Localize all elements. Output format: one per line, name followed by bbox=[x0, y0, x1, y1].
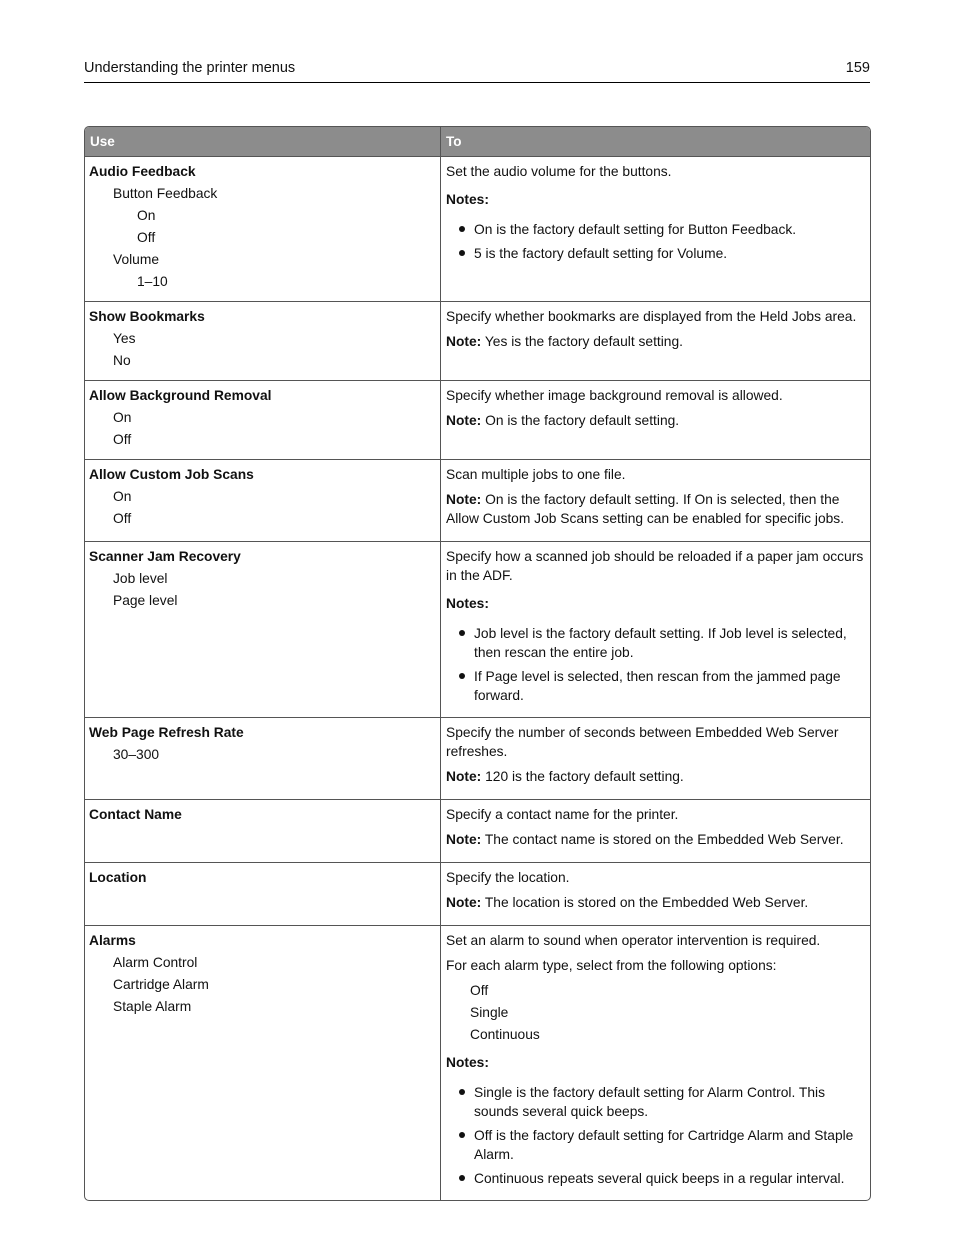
description-text: Set an alarm to sound when operator intervention is required. bbox=[446, 933, 821, 948]
note bbox=[446, 767, 866, 786]
menu-option: Yes bbox=[113, 331, 136, 346]
description-cell bbox=[441, 302, 870, 380]
use-cell bbox=[85, 302, 441, 380]
menu-item-title: Allow Custom Job Scans bbox=[89, 467, 254, 482]
menu-item-title: Location bbox=[89, 870, 147, 885]
menu-item-title: Alarms bbox=[89, 933, 136, 948]
menu-option: On bbox=[113, 410, 132, 425]
description-text: Specify a contact name for the printer. bbox=[446, 807, 679, 822]
note bbox=[446, 893, 866, 912]
alarm-option: Continuous bbox=[470, 1027, 540, 1042]
description-text: Specify the number of seconds between Embedded Web Server refreshes. bbox=[446, 725, 839, 759]
use-cell bbox=[85, 542, 441, 717]
description-text: Specify the location. bbox=[446, 870, 570, 885]
menu-option: Button Feedback bbox=[113, 186, 218, 201]
notes-heading: Notes: bbox=[446, 1055, 489, 1070]
description-cell bbox=[441, 863, 870, 925]
list-item: Off is the factory default setting for Cartridge Alarm and Staple Alarm. bbox=[446, 1126, 866, 1164]
menu-table bbox=[84, 126, 871, 1201]
table-row bbox=[85, 301, 870, 380]
list-item: Job level is the factory default setting. If Job level is selected, then rescan the entire job. bbox=[446, 624, 866, 662]
table-header bbox=[85, 127, 870, 157]
alarm-option: Off bbox=[470, 983, 489, 998]
page-header bbox=[84, 60, 870, 83]
description-text: Specify whether image background removal is allowed. bbox=[446, 388, 783, 403]
list-item: Single is the factory default setting for Alarm Control. This sounds several quick beeps. bbox=[446, 1083, 866, 1121]
use-cell bbox=[85, 863, 441, 925]
menu-item-title: Contact Name bbox=[89, 807, 182, 822]
use-cell bbox=[85, 460, 441, 541]
note-label: Note: bbox=[446, 334, 482, 349]
menu-option: Staple Alarm bbox=[113, 999, 192, 1014]
description-text: Scan multiple jobs to one file. bbox=[446, 467, 626, 482]
page-number: 159 bbox=[845, 60, 870, 76]
table-row bbox=[85, 862, 870, 925]
menu-option: Job level bbox=[113, 571, 168, 586]
note-text: 120 is the factory default setting. bbox=[485, 769, 684, 784]
menu-option: Cartridge Alarm bbox=[113, 977, 209, 992]
table-row bbox=[85, 925, 870, 1200]
alarm-option: Single bbox=[470, 1005, 509, 1020]
description-text: Set the audio volume for the buttons. bbox=[446, 164, 672, 179]
menu-item-title: Show Bookmarks bbox=[89, 309, 205, 324]
menu-item-title: Audio Feedback bbox=[89, 164, 196, 179]
note bbox=[446, 830, 866, 849]
list-item: Continuous repeats several quick beeps in a regular interval. bbox=[446, 1169, 866, 1188]
notes-heading: Notes: bbox=[446, 192, 489, 207]
notes-heading: Notes: bbox=[446, 596, 489, 611]
menu-option: Volume bbox=[113, 252, 160, 267]
column-header-to: To bbox=[446, 134, 462, 149]
note-text: On is the factory default setting. bbox=[485, 413, 680, 428]
note-label: Note: bbox=[446, 832, 482, 847]
menu-option: 1–10 bbox=[137, 274, 168, 289]
description-text: For each alarm type, select from the following options: bbox=[446, 958, 777, 973]
note bbox=[446, 411, 866, 430]
table-row bbox=[85, 541, 870, 717]
use-cell bbox=[85, 926, 441, 1200]
note-text: The contact name is stored on the Embedded Web Server. bbox=[484, 832, 844, 847]
list-item: On is the factory default setting for Button Feedback. bbox=[446, 220, 866, 239]
menu-option: Page level bbox=[113, 593, 178, 608]
notes-list bbox=[446, 1083, 866, 1188]
note-label: Note: bbox=[446, 492, 482, 507]
notes-list bbox=[446, 220, 866, 263]
note-label: Note: bbox=[446, 413, 482, 428]
use-cell bbox=[85, 381, 441, 459]
note-text: On is the factory default setting. If On is selected, then the Allow Custom Job Scans setting can be enabled for specific jobs. bbox=[446, 492, 845, 526]
description-text: Specify how a scanned job should be reloaded if a paper jam occurs in the ADF. bbox=[446, 549, 864, 583]
note-label: Note: bbox=[446, 769, 482, 784]
description-cell bbox=[441, 460, 870, 541]
notes-list bbox=[446, 624, 866, 705]
menu-option: 30–300 bbox=[113, 747, 160, 762]
table-row bbox=[85, 459, 870, 541]
menu-option: Off bbox=[113, 511, 132, 526]
table-row bbox=[85, 380, 870, 459]
description-cell bbox=[441, 542, 870, 717]
menu-option: Alarm Control bbox=[113, 955, 198, 970]
column-header-use: Use bbox=[85, 127, 441, 156]
note bbox=[446, 332, 866, 351]
menu-option: Off bbox=[113, 432, 132, 447]
menu-option: No bbox=[113, 353, 131, 368]
menu-option: On bbox=[137, 208, 156, 223]
use-cell bbox=[85, 157, 441, 301]
section-title: Understanding the printer menus bbox=[84, 60, 296, 76]
description-cell bbox=[441, 381, 870, 459]
note-text: The location is stored on the Embedded Web Server. bbox=[484, 895, 809, 910]
menu-option: On bbox=[113, 489, 132, 504]
note-text: Yes is the factory default setting. bbox=[484, 334, 683, 349]
list-item: 5 is the factory default setting for Volume. bbox=[446, 244, 866, 263]
description-cell bbox=[441, 926, 870, 1200]
description-cell bbox=[441, 157, 870, 301]
description-cell bbox=[441, 800, 870, 862]
menu-item-title: Scanner Jam Recovery bbox=[89, 549, 241, 564]
menu-item-title: Web Page Refresh Rate bbox=[89, 725, 244, 740]
list-item: If Page level is selected, then rescan from the jammed page forward. bbox=[446, 667, 866, 705]
note-label: Note: bbox=[446, 895, 482, 910]
table-body bbox=[85, 157, 870, 1200]
use-cell bbox=[85, 800, 441, 862]
table-row bbox=[85, 157, 870, 301]
table-row bbox=[85, 717, 870, 799]
use-cell bbox=[85, 718, 441, 799]
menu-option: Off bbox=[137, 230, 156, 245]
table-row bbox=[85, 799, 870, 862]
description-cell bbox=[441, 718, 870, 799]
description-text: Specify whether bookmarks are displayed from the Held Jobs area. bbox=[446, 309, 857, 324]
menu-item-title: Allow Background Removal bbox=[89, 388, 272, 403]
note bbox=[446, 490, 866, 528]
